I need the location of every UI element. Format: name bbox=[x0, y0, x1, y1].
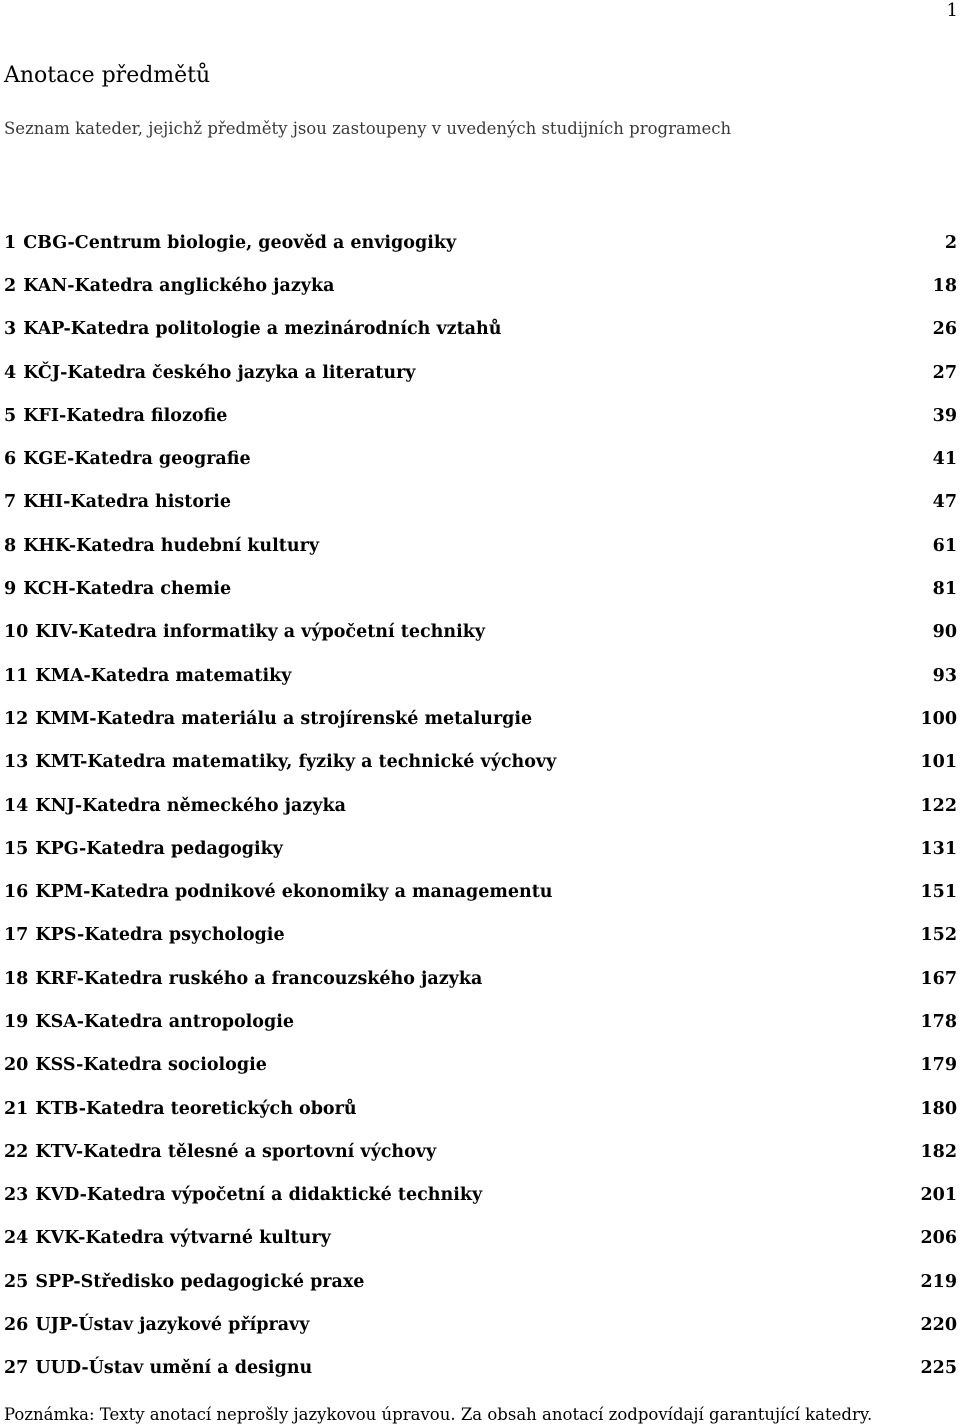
toc-entry[interactable] bbox=[4, 481, 957, 524]
toc-entry[interactable] bbox=[4, 524, 957, 567]
toc-entry-page: 131 bbox=[920, 838, 957, 859]
toc-entry-page: 26 bbox=[932, 319, 957, 340]
toc-entry-page: 179 bbox=[920, 1055, 957, 1076]
toc-entry-page: 201 bbox=[920, 1185, 957, 1206]
toc-entry-heading bbox=[4, 832, 283, 866]
toc-entry-page: 100 bbox=[920, 708, 957, 729]
footnote: Poznámka: Texty anotací neprošly jazykovou úpravou. Za obsah anotací zodpovídají garantující katedry. bbox=[4, 1405, 873, 1424]
toc-entry-heading bbox=[4, 529, 319, 563]
toc-entry-number: 6 bbox=[4, 449, 17, 470]
toc-entry-heading bbox=[4, 312, 501, 346]
toc-entry-number: 5 bbox=[4, 405, 17, 426]
toc-entry-page: 2 bbox=[944, 232, 957, 253]
toc-entry-label: KMM-Katedra materiálu a strojírenské metalurgie bbox=[35, 708, 533, 729]
toc-entry[interactable] bbox=[4, 308, 957, 351]
toc-entry-number: 24 bbox=[4, 1228, 29, 1249]
toc-entry-page: 41 bbox=[932, 449, 957, 470]
toc-entry-number: 4 bbox=[4, 362, 17, 383]
toc-entry-page: 39 bbox=[932, 405, 957, 426]
page-number: 1 bbox=[946, 0, 958, 21]
toc-entry-label: KIV-Katedra informatiky a výpočetní techniky bbox=[35, 622, 486, 643]
toc-entry[interactable] bbox=[4, 1000, 957, 1043]
toc-entry[interactable] bbox=[4, 1347, 957, 1390]
toc-entry-number: 2 bbox=[4, 275, 17, 296]
toc-entry-page: 93 bbox=[932, 665, 957, 686]
toc-entry-page: 152 bbox=[920, 925, 957, 946]
toc-entry-page: 27 bbox=[932, 362, 957, 383]
toc-entry-heading bbox=[4, 745, 556, 779]
toc-entry[interactable] bbox=[4, 914, 957, 957]
toc-entry[interactable] bbox=[4, 1303, 957, 1346]
toc-entry-number: 15 bbox=[4, 838, 29, 859]
toc-entry-heading bbox=[4, 1005, 294, 1039]
toc-entry-label: KSS-Katedra sociologie bbox=[35, 1055, 267, 1076]
toc-entry[interactable] bbox=[4, 784, 957, 827]
toc-entry-heading bbox=[4, 572, 231, 606]
toc-entry-label: UJP-Ústav jazykové přípravy bbox=[35, 1315, 310, 1336]
toc-entry-label: CBG-Centrum biologie, geověd a envigogiky bbox=[23, 232, 457, 253]
toc-entry-heading bbox=[4, 1092, 357, 1126]
toc-entry-page: 101 bbox=[920, 752, 957, 773]
toc-entry-heading bbox=[4, 789, 346, 823]
toc-entry[interactable] bbox=[4, 351, 957, 394]
toc-entry-heading bbox=[4, 269, 334, 303]
toc-entry-page: 61 bbox=[932, 535, 957, 556]
toc-entry-page: 182 bbox=[920, 1141, 957, 1162]
toc-entry-label: KTB-Katedra teoretických oborů bbox=[35, 1098, 357, 1119]
toc-entry-number: 9 bbox=[4, 579, 17, 600]
toc-entry-label: KTV-Katedra tělesné a sportovní výchovy bbox=[35, 1141, 437, 1162]
toc-entry[interactable] bbox=[4, 827, 957, 870]
toc-entry-page: 167 bbox=[920, 968, 957, 989]
toc-entry-number: 27 bbox=[4, 1358, 29, 1379]
toc-entry-heading bbox=[4, 442, 251, 476]
toc-entry-number: 8 bbox=[4, 535, 17, 556]
toc-entry-label: KRF-Katedra ruského a francouzského jazyka bbox=[35, 968, 483, 989]
toc-entry-number: 3 bbox=[4, 319, 17, 340]
toc-entry[interactable] bbox=[4, 437, 957, 480]
toc-entry-label: KVD-Katedra výpočetní a didaktické techniky bbox=[35, 1185, 483, 1206]
toc-entry-heading bbox=[4, 226, 456, 260]
toc-entry-label: KČJ-Katedra českého jazyka a literatury bbox=[23, 362, 416, 383]
toc-entry-number: 7 bbox=[4, 492, 17, 513]
toc-entry-number: 23 bbox=[4, 1185, 29, 1206]
toc-entry[interactable] bbox=[4, 1087, 957, 1130]
toc-entry[interactable] bbox=[4, 870, 957, 913]
toc-entry-number: 17 bbox=[4, 925, 29, 946]
toc-entry[interactable] bbox=[4, 394, 957, 437]
toc-entry[interactable] bbox=[4, 1217, 957, 1260]
toc-entry-number: 19 bbox=[4, 1011, 29, 1032]
toc-entry-page: 151 bbox=[920, 882, 957, 903]
toc-entry-heading bbox=[4, 1178, 482, 1212]
toc-entry[interactable] bbox=[4, 697, 957, 740]
toc-entry[interactable] bbox=[4, 741, 957, 784]
toc-entry-heading bbox=[4, 918, 285, 952]
toc-entry-number: 12 bbox=[4, 708, 29, 729]
toc-entry-heading bbox=[4, 1221, 331, 1255]
toc-entry-label: KHK-Katedra hudební kultury bbox=[23, 535, 319, 556]
toc-entry-heading bbox=[4, 615, 485, 649]
toc-entry-number: 22 bbox=[4, 1141, 29, 1162]
toc-entry-number: 20 bbox=[4, 1055, 29, 1076]
toc-entry-label: KPS-Katedra psychologie bbox=[35, 925, 285, 946]
toc-entry-heading bbox=[4, 356, 415, 390]
toc-entry-label: KNJ-Katedra německého jazyka bbox=[35, 795, 346, 816]
toc-entry-number: 21 bbox=[4, 1098, 29, 1119]
toc-entry-page: 219 bbox=[920, 1271, 957, 1292]
toc-entry-label: KSA-Katedra antropologie bbox=[35, 1011, 294, 1032]
toc-entry-heading bbox=[4, 1265, 364, 1299]
toc-entry-label: KCH-Katedra chemie bbox=[23, 579, 232, 600]
toc-entry-heading bbox=[4, 1351, 312, 1385]
toc-entry-page: 122 bbox=[920, 795, 957, 816]
toc-entry-number: 16 bbox=[4, 882, 29, 903]
toc-entry-number: 11 bbox=[4, 665, 29, 686]
toc-entry-label: KMT-Katedra matematiky, fyziky a technické výchovy bbox=[35, 752, 557, 773]
toc-entry[interactable] bbox=[4, 957, 957, 1000]
toc-entry-label: KVK-Katedra výtvarné kultury bbox=[35, 1228, 331, 1249]
toc-entry-number: 25 bbox=[4, 1271, 29, 1292]
toc-entry-heading bbox=[4, 1308, 309, 1342]
page-title: Anotace předmětů bbox=[4, 63, 211, 88]
toc-entry[interactable] bbox=[4, 1260, 957, 1303]
toc-entry-label: KGE-Katedra geografie bbox=[23, 449, 251, 470]
toc-entry[interactable] bbox=[4, 1130, 957, 1173]
toc-entry-heading bbox=[4, 702, 532, 736]
toc-entry-label: KHI-Katedra historie bbox=[23, 492, 232, 513]
toc-entry-number: 26 bbox=[4, 1315, 29, 1336]
toc-entry-heading bbox=[4, 875, 553, 909]
toc-entry-page: 178 bbox=[920, 1011, 957, 1032]
toc-entry[interactable] bbox=[4, 264, 957, 307]
toc-entry-heading bbox=[4, 962, 482, 996]
toc-entry-label: SPP-Středisko pedagogické praxe bbox=[35, 1271, 365, 1292]
toc-entry-label: UUD-Ústav umění a designu bbox=[35, 1358, 313, 1379]
toc-entry-number: 18 bbox=[4, 968, 29, 989]
toc-entry-heading bbox=[4, 659, 291, 693]
toc-entry-number: 14 bbox=[4, 795, 29, 816]
toc-entry[interactable] bbox=[4, 1174, 957, 1217]
toc-entry-page: 18 bbox=[932, 275, 957, 296]
toc-entry-label: KAN-Katedra anglického jazyka bbox=[23, 275, 335, 296]
toc-entry-label: KAP-Katedra politologie a mezinárodních vztahů bbox=[23, 319, 502, 340]
table-of-contents bbox=[4, 221, 957, 1390]
toc-entry[interactable] bbox=[4, 567, 957, 610]
toc-entry[interactable] bbox=[4, 611, 957, 654]
toc-entry-heading bbox=[4, 485, 231, 519]
toc-entry[interactable] bbox=[4, 1044, 957, 1087]
toc-entry-page: 47 bbox=[932, 492, 957, 513]
toc-entry-number: 13 bbox=[4, 752, 29, 773]
toc-entry-label: KMA-Katedra matematiky bbox=[35, 665, 292, 686]
page-subtitle: Seznam kateder, jejichž předměty jsou zastoupeny v uvedených studijních programech bbox=[4, 119, 732, 138]
toc-entry-heading bbox=[4, 399, 227, 433]
toc-entry[interactable] bbox=[4, 221, 957, 264]
toc-entry-heading bbox=[4, 1135, 436, 1169]
toc-entry-page: 225 bbox=[920, 1358, 957, 1379]
toc-entry-page: 180 bbox=[920, 1098, 957, 1119]
toc-entry-number: 10 bbox=[4, 622, 29, 643]
toc-entry-label: KPG-Katedra pedagogiky bbox=[35, 838, 283, 859]
toc-entry-number: 1 bbox=[4, 232, 17, 253]
toc-entry-page: 220 bbox=[920, 1315, 957, 1336]
toc-entry-page: 90 bbox=[932, 622, 957, 643]
toc-entry-page: 81 bbox=[932, 579, 957, 600]
toc-entry-label: KPM-Katedra podnikové ekonomiky a managementu bbox=[35, 882, 553, 903]
toc-entry-page: 206 bbox=[920, 1228, 957, 1249]
toc-entry-label: KFI-Katedra filozofie bbox=[23, 405, 228, 426]
toc-entry[interactable] bbox=[4, 654, 957, 697]
toc-entry-heading bbox=[4, 1048, 267, 1082]
